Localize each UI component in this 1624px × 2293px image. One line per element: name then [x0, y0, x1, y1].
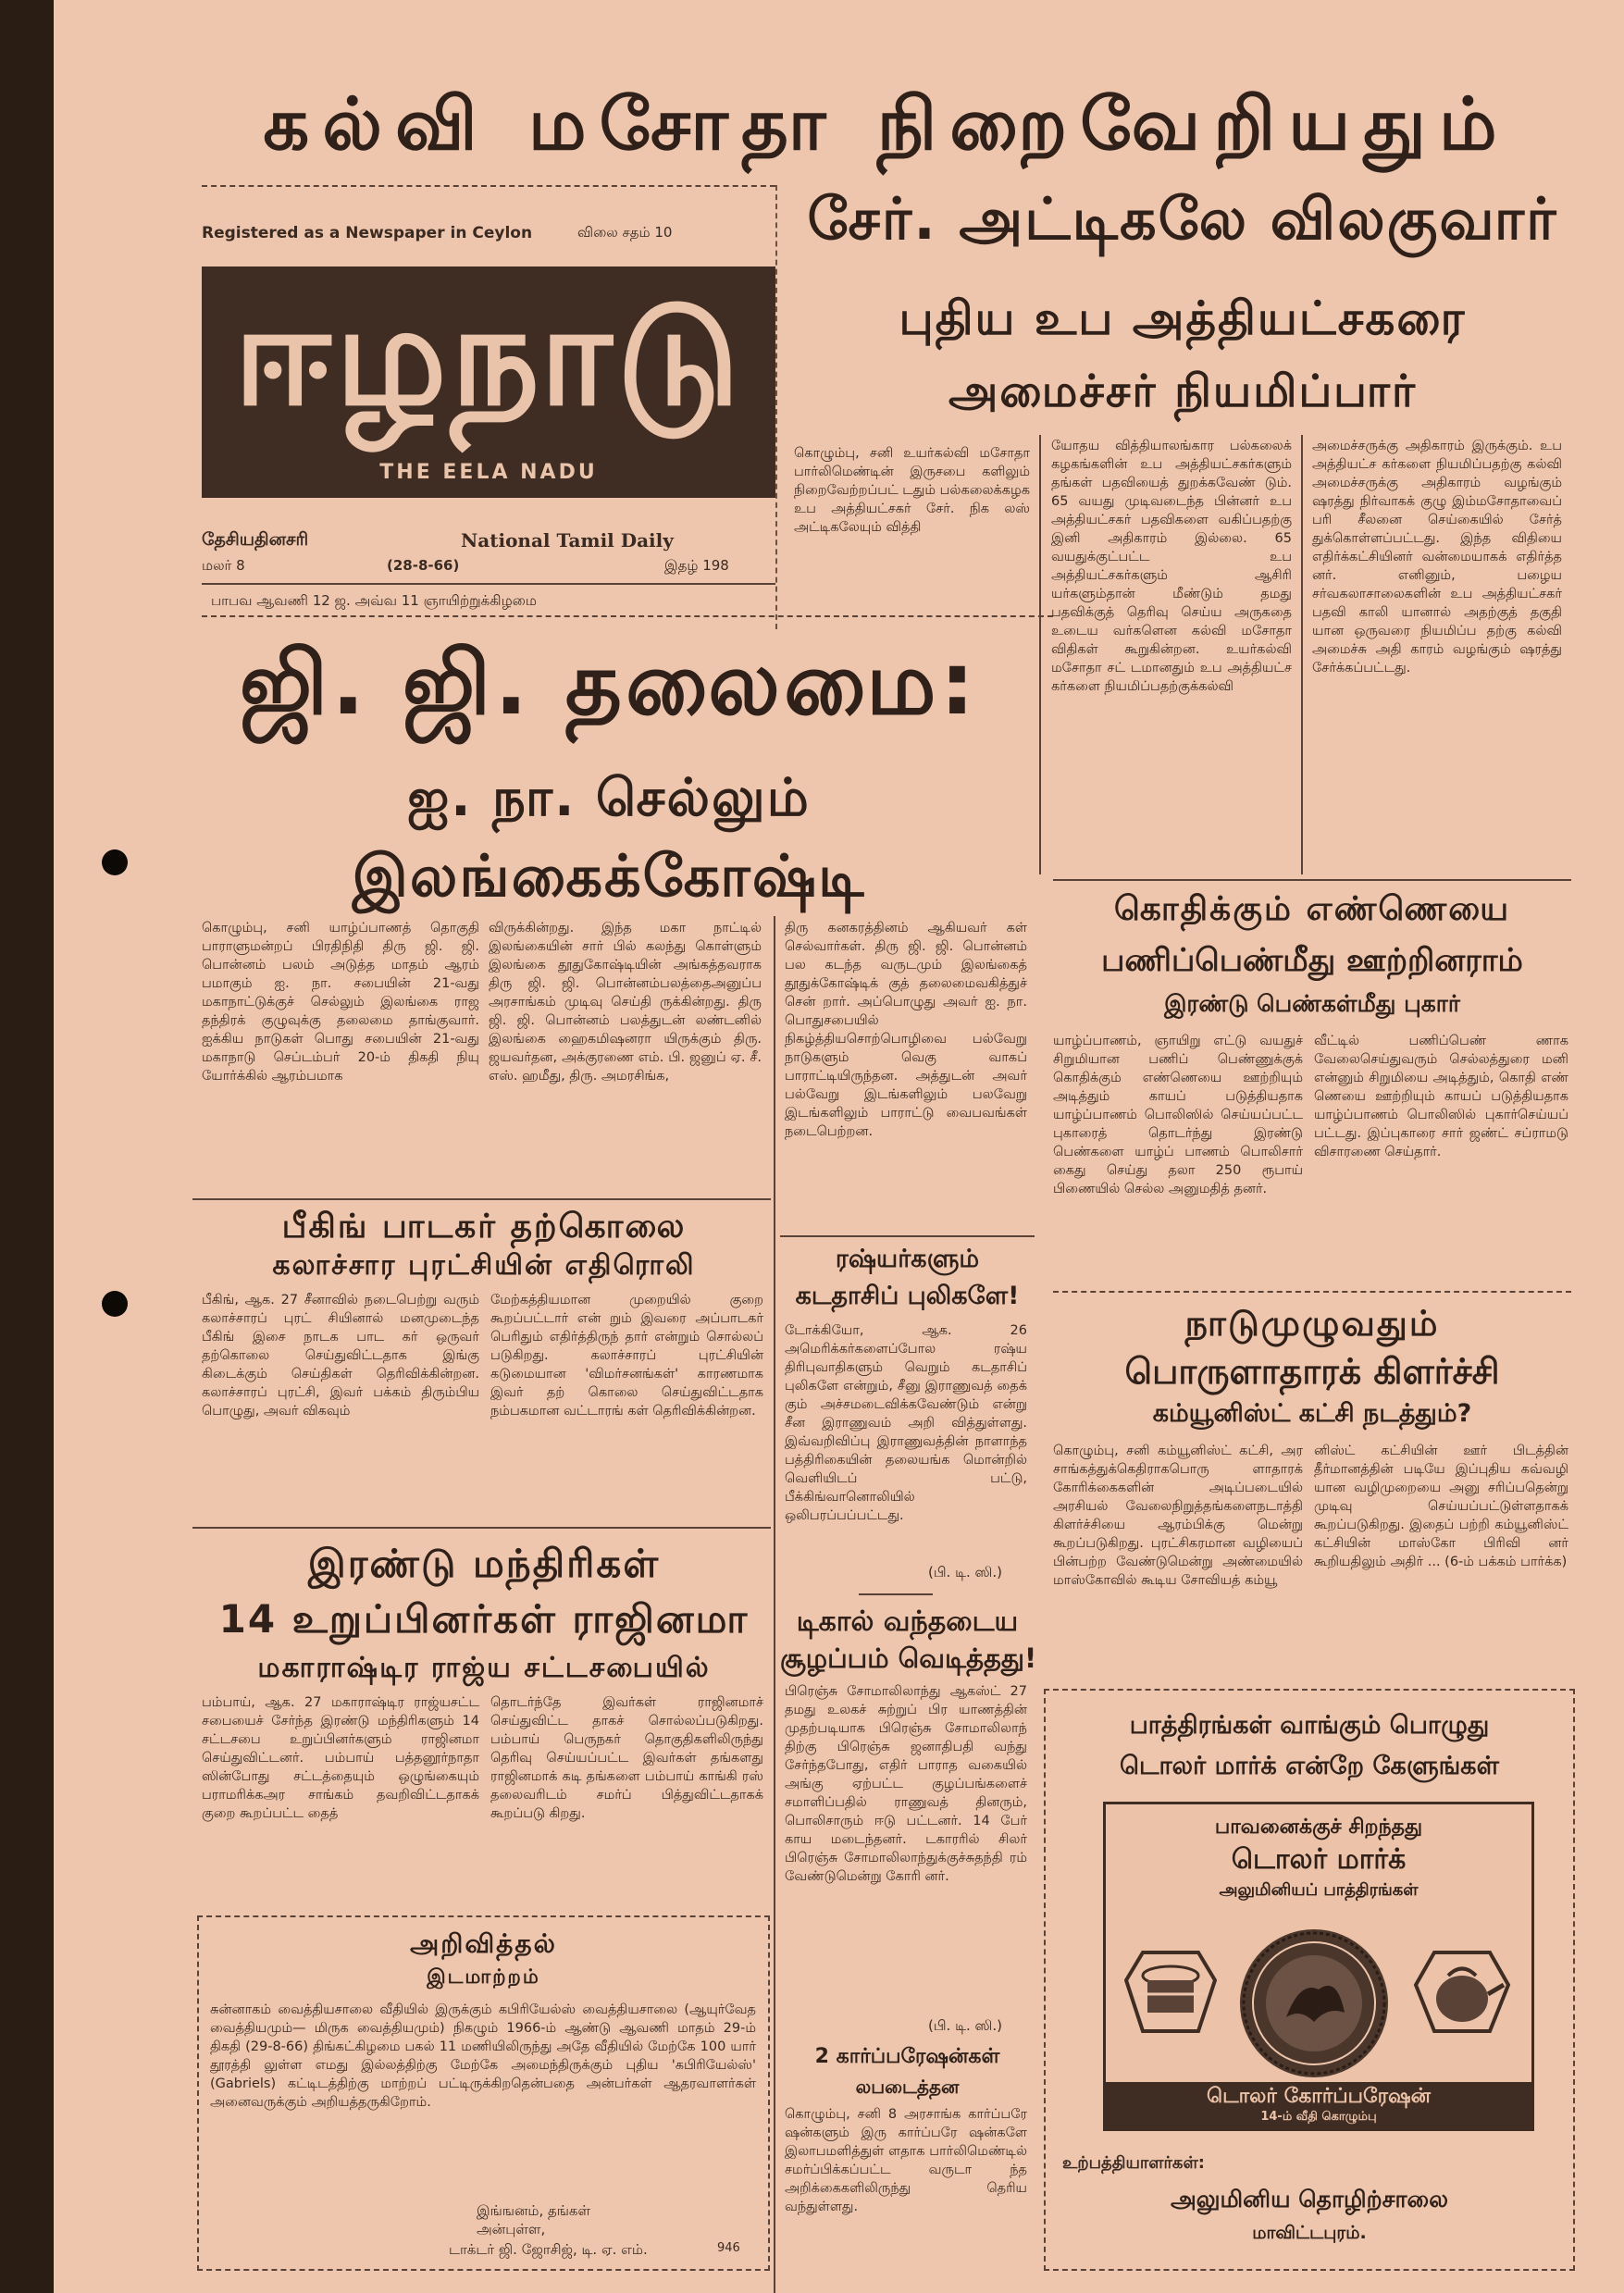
ministers-headline-1: இரண்டு மந்திரிகள்	[307, 1541, 661, 1586]
section-rule	[859, 1593, 933, 1595]
advert-box-line-2: டொலர் மார்க்	[1231, 1843, 1407, 1876]
newspaper-page	[54, 0, 1624, 2293]
issue-date: (28-8-66)	[387, 557, 460, 574]
attygalle-headline-1: சேர். அட்டிகலே விலகுவார்	[807, 185, 1558, 253]
advert-company-bar	[1106, 2082, 1531, 2128]
masthead-logo	[202, 266, 775, 498]
corporation-headline-1: 2 கார்ப்பரேஷன்கள்	[814, 2045, 1000, 2068]
economy-col-1: கொழும்பு, சனி கம்யூனிஸ்ட் கட்சி, அர சாங்கத்துக்கெதிராகபொரு ளாதாரக் கோரிக்கைகளின் அடிப்படையில் அரசியல் வேலைநிறுத்தங்களைநடாத்தி கிளர்ச்சியை ஆரம்பிக்கு மென்று கூறப்படுகிறது. புரட்சிகரமான வழியைப் பின்பற்ற வேண்டுமென்று அண்மையில் மாஸ்கோவில் கூடிய சோவியத் கம்யூ	[1053, 1444, 1303, 1588]
dateline: பாபவ ஆவணி 12 ஜ. அவ்வ 11 ஞாயிற்றுக்கிழமை	[211, 592, 537, 609]
price-line: விலை சதம் 10	[577, 224, 673, 241]
ministers-headline-2: 14 உறுப்பினர்கள் ராஜினமா	[218, 1596, 750, 1642]
corporation-headline-2: லபடைத்தன	[855, 2076, 960, 2098]
notice-body: சுன்னாகம் வைத்தியசாலை வீதியில் இருக்கும் கபிரியேல்ஸ் வைத்தியசாலை (ஆயுர்வேத வைத்தியமும்— மிருக வைத்தியமும்) நிகழும் 1966-ம் ஆண்டு ஆவணி மாதம் 29-ம் திகதி (29-8-66) திங்கட்கிழமை பகல் 11 மணியிலிருந்து அதே வீதியில் மேற்கே 100 யார் தூரத்தி லுள்ள எமது இல்லத்திற்கு மேற்கே அமைந்திருக்கும் புதிய 'கபிரியேல்ஸ்' (Gabriels) கட்டிடத்திற்கு மாற்றப் பட்டிருக்கிறதென்பதை அன்பர்கள் ஆதரவாளர்கள் அனைவருக்கும் அறியத்தருகிறோம்.	[210, 2002, 756, 2110]
registered-line: Registered as a Newspaper in Ceylon	[202, 224, 533, 242]
advert-maker-label: உற்பத்தியாளர்கள்:	[1062, 2153, 1205, 2173]
col-divider	[1301, 435, 1303, 874]
advert-intro-2: டொலர் மார்க் என்றே கேளுங்கள்	[1120, 1752, 1499, 1780]
economy-headline-2: பொருளாதாரக் கிளர்ச்சி	[1124, 1351, 1500, 1392]
masthead-divider	[775, 185, 777, 629]
logo-english: THE EELA NADU	[379, 461, 598, 484]
gaulle-credit: (பி. டி. ஸி.)	[928, 2017, 1002, 2034]
section-rule	[1053, 1291, 1571, 1293]
attygalle-col-1: கொழும்பு, சனி உயர்கல்வி மசோதா பார்லிமெண்டின் இருசபை களிலும் நிறைவேற்றப்பட் டதும் பல்கலைக்கழக உப அத்தியட்சகர் சேர். நிக லஸ் அட்டிகலேயும் வித்தி	[794, 446, 1030, 535]
gg-headline-1: ஜி. ஜி. தலைமை:	[239, 634, 979, 735]
corporation-body: கொழும்பு, சனி 8 அரசாங்க கார்ப்பரே ஷன்களும் இரு கார்ப்பரே ஷன்களே இலாபமளித்துள் ளதாக பார்லிமெண்டில் சமர்ப்பிக்கப்பட்ட வருடா ந்த அறிக்கைகளிலிருந்து தெரிய வந்துள்ளது.	[785, 2107, 1027, 2214]
coin-emblem-icon	[1235, 1925, 1393, 2082]
russian-headline-2: கடதாசிப் புலிகளே!	[795, 1282, 1020, 1310]
notice-subtitle: இடமாற்றம்	[427, 1965, 540, 1988]
women-headline-1: கொதிக்கும் எண்ணெயை	[1113, 890, 1511, 928]
col-divider	[774, 916, 775, 2293]
gaulle-headline-2: சூழப்பம் வெடித்தது!	[780, 1642, 1037, 1674]
peking-col-1: பீகிங், ஆக. 27 சீனாவில் நடைபெற்று வரும் கலாச்சாரப் புரட் சியினால் மனமுடைந்த பீகிங் இசை நாடக பாட கர் ஒருவர் தற்கொலை செய்துவிட்டதாக இங்கு கிடைக்கும் செய்திகள் தெரிவிக்கின்றன. கலாச்சாரப் புரட்சி, இவர் பக்கம் திரும்பிய பொழுது, அவர் விகவும்	[202, 1293, 479, 1419]
russian-headline-1: ரஷ்யர்களும்	[835, 1245, 980, 1273]
women-col-2: வீட்டில் பணிப்பெண் ணாக வேலைசெய்துவரும் செல்லத்துரை மனி என்னும் சிறுமியை அடித்தும், கொதி எண் ணெயை ஊற்றியும் காயப் படுத்தியதாக யாழ்ப்பாணம் பொலிஸில் புகார்செய்யப் பட்டது. இப்புகாரை சார் ஜண்ட் சப்ராமடு விசாரணை செய்தார்.	[1314, 1034, 1568, 1159]
advert-intro-1: பாத்திரங்கள் வாங்கும் பொழுது	[1129, 1711, 1490, 1740]
gaulle-headline-1: டிகால் வந்தடைய	[796, 1605, 1019, 1638]
dateline-rule-bottom	[202, 615, 1053, 617]
notice-closing: இங்ஙனம், தங்கள் அன்புள்ள,	[477, 2202, 591, 2237]
economy-headline-1: நாடுமுழுவதும்	[1184, 1303, 1440, 1344]
notice-title: அறிவித்தல்	[410, 1928, 557, 1959]
advert-company: டொலர் கோர்ப்பரேஷன்	[1207, 2085, 1431, 2108]
gg-col-2: விருக்கின்றது. இந்த மகா நாட்டில் இலங்கையின் சார் பில் கலந்து கொள்ளும் இலங்கை தூதுகோஷ்டியின் அங்கத்தவராக திரு ஜி. ஜி. பொன்னம்பலத்தைஅனுப்ப அரசாங்கம் முடிவு செய்தி ருக்கின்றது. திரு ஜி. ஜி. பொன்னம் பலத்துடன் லண்டனில் இலங்கை ஹைகமிஷனரா யிருக்கும் திரு. ஜயவர்தன, அக்குரணை எம். பி. ஜனுப் ஏ. சீ. எஸ். ஹமீது, திரு. அமரசிங்க,	[489, 921, 762, 1084]
binder-hole	[102, 1291, 128, 1317]
masthead-rule-top	[202, 185, 775, 187]
advert-maker-name: அலுமினிய தொழிற்சாலை	[1171, 2186, 1448, 2212]
notice-signature: டாக்டர் ஜி. ஜோசிஜ், டி. ஏ. எம்.	[449, 2241, 648, 2258]
attygalle-headline-2: புதிய உப அத்தியட்சகரை	[899, 291, 1467, 345]
economy-col-2: னிஸ்ட் கட்சியின் ஊர் பிடத்தின் தீர்மானத்தின் படியே இப்புதிய கவ்வழி யான வழிமுறையை அனு சரிப்பதென்று முடிவு செய்யப்பட்டுள்ளதாகக் கூறப்படுகிறது. இதைப் பற்றி கம்யூனிஸ்ட் கட்சியின் மாஸ்கோ பிரிவி னர் கூறியதிலும் அதிர் ... (6-ம் பக்கம் பார்க்க)	[1314, 1444, 1568, 1569]
russian-body: டோக்கியோ, ஆக. 26 அமெரிக்கர்களைப்போல ரஷ்ய திரிபுவாதிகளும் வெறும் கடதாசிப் புலிகளே என்றும், சீனு இராணுவத் தைக் கும் அச்சமடைவிக்கவேண்டும் என்று சீன இராணுவம் அறி வித்துள்ளது. இவ்வறிவிப்பு இராணுவத்தின் நாளாந்த பத்திரிகையின் தலையங்க மொன்றில் வெளியிடப் பட்டு, பீக்கிங்வானொலியில் ஒலிபரப்பப்பட்டது.	[785, 1323, 1027, 1523]
women-headline-2: பணிப்பெண்மீது ஊற்றினராம்	[1101, 942, 1523, 979]
col-divider	[1039, 435, 1041, 874]
ministers-headline-3: மகாராஷ்டிர ராஜ்ய சட்டசபையில்	[257, 1652, 711, 1684]
issue-number: இதழ் 198	[664, 557, 729, 574]
label-english: National Tamil Daily	[461, 529, 674, 552]
section-rule	[192, 1198, 771, 1200]
section-rule	[192, 1527, 771, 1529]
economy-headline-3: கம்யூனிஸ்ட் கட்சி நடத்தும்?	[1152, 1399, 1472, 1428]
saucepan-icon	[1124, 1943, 1217, 2045]
section-rule	[1053, 879, 1571, 881]
attygalle-col-2: யோதய வித்தியாலங்கார பல்கலைக் கழகங்களின் உப அத்தியட்சகர்களும் தங்கள் பதவியைத் துறக்கவேண் டும். 65 வயது முடிவடைந்த பின்னர் உப அத்தியட்சகர் பதவிகளை வகிப்பதற்கு இனி அதிகாரம் இல்லை. 65 வயதுக்குட்பட்ட உப அத்தியட்சகர்களும் ஆசிரி யர்களும்தான் மீண்டும் தமது பதவிக்குத் தெரிவு செய்ய அருகதை உடைய வர்களென கல்வி மசோதா விதிகள் கூறுகின்றன. உயர்கல்வி மசோதா சட் டமானதும் உப அத்தியட்ச கர்களை நியமிப்பதற்குக்கல்வி	[1051, 439, 1292, 694]
volume-number: மலர் 8	[202, 557, 245, 574]
advert-box-line-3: அலுமினியப் பாத்திரங்கள்	[1219, 1880, 1419, 1900]
advert-company-address: 14-ம் வீதி கொழும்பு	[1260, 2110, 1377, 2124]
women-col-1: யாழ்ப்பாணம், ஞாயிறு எட்டு வயதுச் சிறுமியான பணிப் பெண்ணுக்குக் கொதிக்கும் எண்ணெயை ஊற்றியும் அடித்தும் காயப் படுத்தியதாக யாழ்ப்பாணம் பொலிஸில் செய்யப்பட்ட புகாரைத் தொடர்ந்து இரண்டு பெண்களை யாழ்ப் பாணம் பொலிசார் கைது செய்து தலா 250 ரூபாய் பிணையில் செல்ல அனுமதித் தனர்.	[1053, 1034, 1303, 1196]
label-tamil: தேசியதினசரி	[202, 529, 309, 550]
gg-col-3: திரு கனகரத்தினம் ஆகியவர் கள் செல்வார்கள். திரு ஜி. ஜி. பொன்னம் பல கடந்த வருடமும் இலங்கைத் தூதுக்கோஷ்டிக் குத் தலைமைவகித்துச் சென் றார். அப்பொழுது அவர் ஐ. நா. பொதுசபையில் நிகழ்த்தியசொற்பொழிவை பல்வேறு நாடுகளும் வெகு வாகப் பாராட்டியிருந்தன. அத்துடன் அவர் பல்வேறு இடங்களிலும் பலவேறு இடங்களிலும் பாராட்டு வைபவங்கள் நடைபெற்றன.	[785, 921, 1027, 1139]
binder-hole	[102, 849, 128, 875]
russian-credit: (பி. டி. ஸி.)	[928, 1564, 1002, 1580]
logo-tamil: ஈழநாடு	[233, 276, 744, 437]
notice-ref: 946	[717, 2241, 740, 2255]
advert-maker-place: மாவிட்டபுரம்.	[1252, 2223, 1367, 2243]
lead-banner: கல்வி மசோதா நிறைவேறியதும்	[263, 83, 1510, 167]
gg-headline-2: ஐ. நா. செல்லும்	[407, 768, 811, 828]
section-rule	[780, 1235, 1035, 1237]
peking-col-2: மேற்கத்தியமான முறையில் குறை கூறப்பட்டார் என் றும் இவரை அப்பாடகர் பெரிதும் எதிர்த்திருந் தார் என்றும் சொல்லப் படுகிறது. கலாச்சாரப் புரட்சியின் கடுமையான 'விமர்சனங்கள்' காரணமாக இவர் தற் கொலை செய்துவிட்டதாக நம்பகமான வட்டாரங் கள் தெரிவிக்கின்றன.	[490, 1293, 763, 1419]
notice-box	[197, 1915, 770, 2271]
gg-col-1: கொழும்பு, சனி யாழ்ப்பாணத் தொகுதி பாராளுமன்றப் பிரதிநிதி திரு ஜி. ஜி. பொன்னம் பலம் அடுத்த மாதம் ஆரம் பமாகும் ஐ. நா. சபையின் 21-வது மகாநாட்டுக்குச் செல்லும் இலங்கை ராஜ தந்திரக் குழுவுக்கு தலைமை தாங்குவார். ஐக்கிய நாடுகள் பொது சபையின் 21-வது மகாநாடு செப்டம்பர் 20-ம் திகதி நியு யோர்க்கில் ஆரம்பமாக	[202, 921, 479, 1084]
ministers-col-2: தொடர்ந்தே இவர்கள் ராஜினமாச் செய்துவிட்ட தாகச் சொல்லப்படுகிறது. பம்பாய் பெருநகர் தொகுதிகளிலிருந்து தெரிவு செய்யப்பட்ட இவர்கள் தங்களது ராஜினமாக் கடி தங்களை பம்பாய் காங்கி ரஸ் தலைவரிடம் சமர்ப் பித்துவிட்டதாகக் கூறப்படு கிறது.	[490, 1695, 763, 1821]
peking-headline-1: பீகிங் பாடகர் தற்கொலை	[281, 1208, 687, 1246]
attygalle-col-3: அமைச்சருக்கு அதிகாரம் இருக்கும். உப அத்தியட்ச கர்களை நியமிப்பதற்கு கல்வி அமைச்சருக்கு அதிகாரம் வழங்கும் ஷரத்து நிர்வாகக் குழு இம்மசோதாவைப் பரி சீலனை செய்கையில் சேர்த் துக்கொள்ளப்பட்டது. இந்த விதியை எதிர்க்கட்சியினர் வன்மையாகக் எதிர்த்த னர். எனினும், பழைய சர்வகலாசாலைகளின் உப அத்தியட்சகர் பதவி காலி யானால் அதற்குத் தகுதி யான ஒருவரை நியமிப்ப தற்கு கல்வி அமைச்சு அதி காரம் வழங்கும் ஷரத்து சேர்க்கப்பட்டது.	[1312, 439, 1562, 676]
ministers-col-1: பம்பாய், ஆக. 27 மகாராஷ்டிர ராஜ்யசட்ட சபையைச் சேர்ந்த இரண்டு மந்திரிகளும் 14 சட்டசபை உறுப்பினர்களும் ராஜினமா செய்துவிட்டனர். பம்பாய் பத்தனூர்நாதா ஸின்போது சட்டத்தையும் ஒழுங்கையும் பராமரிக்கஅர சாங்கம் தவறிவிட்டதாகக் குறை கூறப்பட்ட தைத்	[202, 1695, 479, 1821]
gg-headline-3: இலங்கைக்கோஷ்டி	[352, 842, 866, 910]
gaulle-body: பிரெஞ்சு சோமாலிலாந்து ஆகஸ்ட் 27 தமது உலகச் சுற்றுப் பிர யாணத்தின் முதற்படியாக பிரெஞ்சு சோமாலிலாந் திற்கு பிரெஞ்சு ஜனாதிபதி வந்து சேர்ந்தபோது, எதிர் பாராத வகையில் அங்கு ஏற்பட்ட குழப்பங்களைச் சமாளிப்பதில் ராணுவத் தினரும், பொலிசாரும் ஈடு பட்டனர். 14 பேர் காய மடைந்தனர். டகாரரில் சிலர் பிரெஞ்சு சோமாலிலாந்துக்குச்சுதந்தி ரம் வேண்டுமென்று கோரி னர்.	[785, 1684, 1027, 1884]
peking-headline-2: கலாச்சார புரட்சியின் எதிரொலி	[272, 1249, 696, 1282]
attygalle-headline-3: அமைச்சர் நியமிப்பார்	[948, 366, 1418, 417]
dateline-rule-top	[202, 583, 775, 585]
advert-box-line-1: பாவனைக்குச் சிறந்தது	[1214, 1816, 1423, 1839]
advert-inner-box	[1103, 1802, 1534, 2131]
kettle-icon	[1411, 1943, 1513, 2045]
advert-box	[1044, 1689, 1575, 2271]
women-headline-3: இரண்டு பெண்கள்மீது புகார்	[1164, 990, 1460, 1017]
